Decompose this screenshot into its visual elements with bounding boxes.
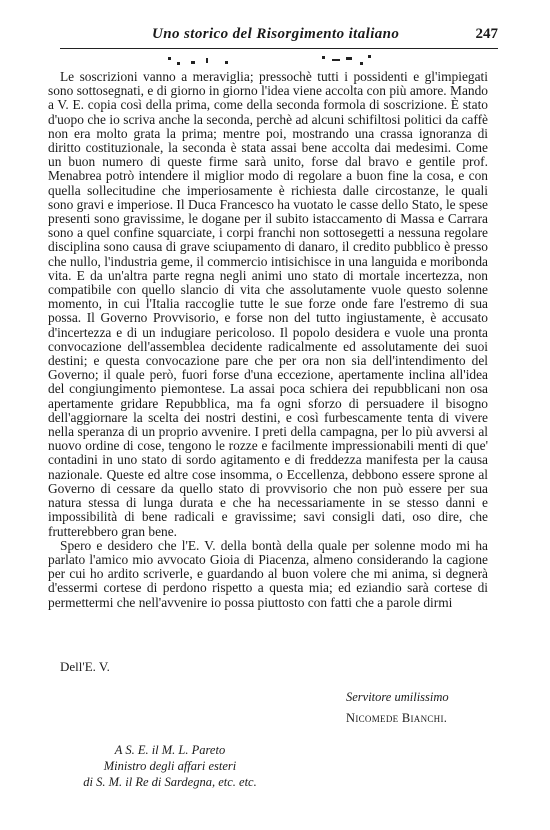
salutation: Dell'E. V. (60, 659, 110, 674)
addressee-line-2: Ministro degli affari esteri (103, 759, 237, 773)
letter-body (48, 70, 488, 610)
addressee-block (50, 742, 290, 790)
letter-paragraph-2: Spero e desidero che l'E. V. della bontà della quale per solenne modo mi ha parlato l'amico mio avvocato Gioia di Piacenza, almeno considerando la cagione per cui ho ardito scriverle, e guardando al buon volere che mi anima, si degnerà d'essermi cortese di perdono rispetto a questa mia; ed eziandio sarà cortese di permettermi che nell'avvenire io possa piuttosto con fatti che a parole dirmi (48, 537, 488, 610)
addressee-line-1: A S. E. il M. L. Pareto (114, 743, 226, 757)
page-number: 247 (475, 26, 498, 42)
print-specks (60, 53, 498, 69)
letter-paragraph: Le soscrizioni vanno a meraviglia; pressochè tutti i possidenti e gl'impiegati sono sottosegnati, e di giorno in giorno l'idea viene accolta con più amore. Mando a V. E. copia così della prima, come della seconda formola di soscrizione. È stato d'uopo che io scriva anche la seconda, perchè ad alcuni schifiltosi politici da caffè non era molto grata la prima; mentre poi, mostrando una crassa ignoranza di diritto costituzionale, la seconda è stata assai bene accolta dai medesimi. Come un buon numero di queste firme sarà unito, forse dal bravo e gentile prof. Menabrea potrò intendere il miglior modo di regolare a buon fine la cosa, e con quella sollecitudine che imperiosamente è richiesta dalle circostanze, le quali sono gravi e imperiose. Il Duca Francesco ha vuotato le casse dello Stato, le spese presenti sono gravissime, le dogane per il subito istaccamento di Massa e Carrara sono a quel confine squarciate, i corpi franchi non sottosegetti a nessuna regolare disciplina sono causa di grave sciupamento di danaro, il credito pubblico è presso che nullo, l'industria geme, il commercio intisichisce in una languida e moribonda vita. E da un'altra parte regna negli animi uno stato di mortale incertezza, non compatibile con quello slancio di vita che assolutamente vuole questo solenne momento, in cui l'Italia raccoglie tutte le sue forze onde fare l'estremo di sua possa. Il Governo Provvisorio, e forse non del tutto ingiustamente, è accusato d'incertezza e di un indugiare pericoloso. Il popolo desidera e vuole una pronta convocazione dell'assemblea decidente radicalmente ed assolutamente dei suoi destini; e questa convocazione pare che per ora non sia dell'intendimento del Governo; il quale però, fuori forse d'una eccezione, apertamente inclina all'idea del congiungimento piemontese. La assai poca schiera dei repubblicani non osa apertamente gridare Repubblica, ma fa ogni sforzo di persuadere il bisogno dell'aggiornare la scelta dei nostri destini, e così furbescamente tenta di vivere nella speranza di un proprio avvenire. I preti della campagna, per lo più avversi al nuovo ordine di cose, tengono le rozze e facilmente impressionabili menti di que' contadini in uno stato di sordo agitamento e di freddezza manifesta per la causa nazionale. Queste ed altre cose insomma, o Eccellenza, debbono essere sprone al Governo di cessare da quello stato di provvisorio che non può essere per sua natura stessa di lunga durata e che ha necessariamente in se stesso danni e impossibilità di bene radicali e gravissime; savi consigli dati, oso dire, che frutterebbero gran bene. (48, 69, 488, 539)
addressee-line-3: di S. M. il Re di Sardegna, etc. etc. (83, 775, 257, 789)
signatory-name: Nicomede Bianchi. (346, 711, 448, 725)
signature-block (346, 690, 486, 726)
running-title: Uno storico del Risorgimento italiano (152, 26, 400, 42)
valediction: Servitore umilissimo (346, 690, 449, 704)
running-header (60, 26, 498, 49)
